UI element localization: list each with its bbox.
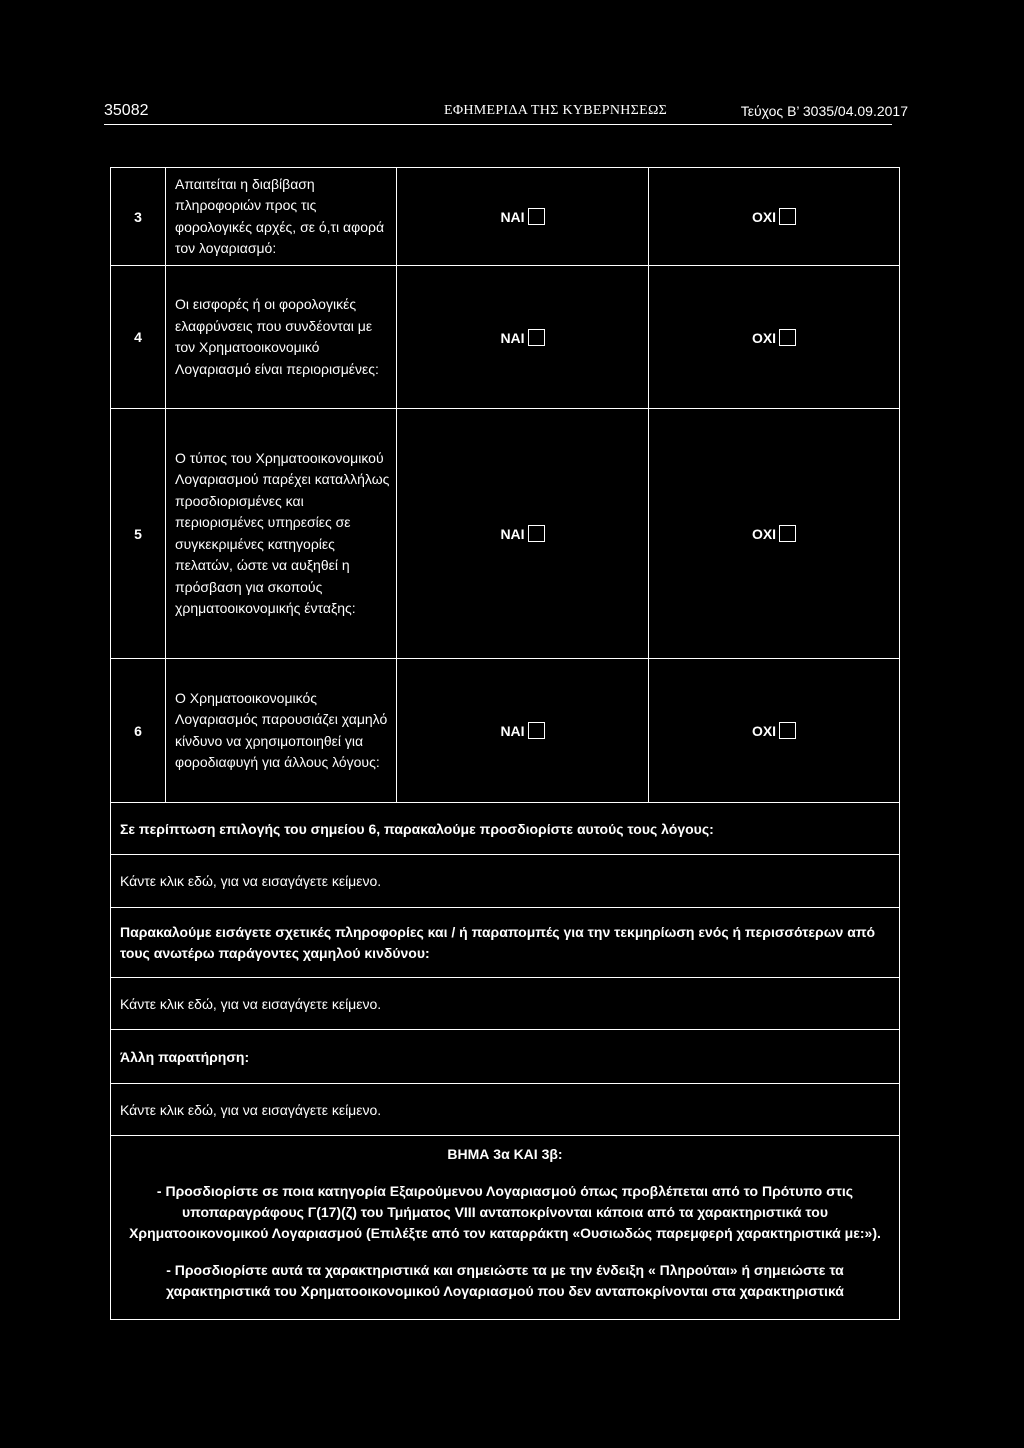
page-number: 35082 — [104, 102, 149, 119]
no-checkbox[interactable] — [779, 722, 796, 739]
yes-checkbox[interactable] — [528, 329, 545, 346]
question-row — [111, 659, 900, 803]
no-option[interactable] — [649, 266, 900, 409]
yes-label: ΝΑΙ — [500, 329, 525, 346]
form-table — [110, 167, 900, 1320]
other-remark-field[interactable]: Κάντε κλικ εδώ, για να εισαγάγετε κείμενο. — [111, 1084, 900, 1136]
yes-option[interactable] — [397, 409, 649, 659]
question-text: Ο τύπος του Χρηματοοικονομικού Λογαριασμού παρέχει καταλλήλως προσδιορισμένες και περιορισμένες υπηρεσίες σε συγκεκριμένες κατηγορίες πελατών, ώστε να αυξηθεί η πρόσβαση για σκοπούς χρηματοοικονομικής ένταξης: — [166, 409, 397, 659]
no-checkbox[interactable] — [779, 525, 796, 542]
info-text-field[interactable]: Κάντε κλικ εδώ, για να εισαγάγετε κείμενο. — [111, 978, 900, 1030]
row-number: 3 — [111, 168, 166, 266]
row-number: 6 — [111, 659, 166, 803]
no-checkbox[interactable] — [779, 329, 796, 346]
no-option[interactable] — [649, 409, 900, 659]
question-row — [111, 168, 900, 266]
other-remark-label: Άλλη παρατήρηση: — [111, 1030, 900, 1084]
step-instruction-1: - Προσδιορίστε σε ποια κατηγορία Εξαιρούμενου Λογαριασμού όπως προβλέπεται από το Πρότυπο στις υποπαραγράφους Γ(17)(ζ) του Τμήματος VIII ανταποκρίνονται κάποια από τα χαρακτηριστικά του Χρηματοοικονομικού Λογαριασμού (Επιλέξτε από τον καταρράκτη «Ουσιωδώς παρεμφερή χαρακτηριστικά με:»). — [129, 1183, 881, 1241]
question-text: Οι εισφορές ή οι φορολογικές ελαφρύνσεις που συνδέονται με τον Χρηματοοικονομικό Λογαριασμό είναι περιορισμένες: — [166, 266, 397, 409]
no-option[interactable] — [649, 659, 900, 803]
yes-label: ΝΑΙ — [500, 526, 525, 542]
no-label: ΟΧΙ — [751, 209, 777, 225]
question-text: Απαιτείται η διαβίβαση πληροφοριών προς τις φορολογικές αρχές, σε ό,τι αφορά τον λογαριασμό: — [166, 168, 397, 266]
no-label: ΟΧΙ — [751, 526, 777, 542]
yes-option[interactable] — [397, 266, 649, 409]
step-section — [111, 1136, 900, 1320]
step-instruction-2: - Προσδιορίστε αυτά τα χαρακτηριστικά και σημειώστε τα με την ένδειξη « Πληρούται» ή σημειώστε τα χαρακτηριστικά του Χρηματοοικονομικού Λογαριασμού που δεν ανταποκρίνονται στα χαρακτηριστικά — [166, 1262, 844, 1299]
yes-checkbox[interactable] — [528, 525, 545, 542]
no-label: ΟΧΙ — [751, 329, 777, 346]
reasons-label: Σε περίπτωση επιλογής του σημείου 6, παρακαλούμε προσδιορίστε αυτούς τους λόγους: — [111, 803, 900, 855]
no-option[interactable] — [649, 168, 900, 266]
yes-checkbox[interactable] — [528, 208, 545, 225]
row-number: 5 — [111, 409, 166, 659]
no-label: ΟΧΙ — [751, 723, 777, 739]
issue-info: Τεύχος Β’ 3035/04.09.2017 — [740, 103, 908, 119]
page-header — [104, 100, 908, 125]
no-checkbox[interactable] — [779, 208, 796, 225]
gazette-title: ΕΦΗΜΕΡΙΔΑ ΤΗΣ ΚΥΒΕΡΝΗΣΕΩΣ — [444, 103, 668, 118]
yes-label: ΝΑΙ — [500, 209, 525, 225]
yes-option[interactable] — [397, 168, 649, 266]
reasons-text-field[interactable]: Κάντε κλικ εδώ, για να εισαγάγετε κείμενο. — [111, 855, 900, 908]
row-number: 4 — [111, 266, 166, 409]
yes-option[interactable] — [397, 659, 649, 803]
question-row — [111, 266, 900, 409]
yes-label: ΝΑΙ — [500, 723, 525, 739]
question-row — [111, 409, 900, 659]
step-title: ΒΗΜΑ 3α ΚΑΙ 3β: — [447, 1146, 563, 1162]
info-label: Παρακαλούμε εισάγετε σχετικές πληροφορίες και / ή παραπομπές για την τεκμηρίωση ενός ή περισσότερων από τους ανωτέρω παράγοντες χαμηλού κινδύνου: — [111, 908, 900, 978]
yes-checkbox[interactable] — [528, 722, 545, 739]
question-text: Ο Χρηματοοικονομικός Λογαριασμός παρουσιάζει χαμηλό κίνδυνο να χρησιμοποιηθεί για φοροδιαφυγή για άλλους λόγους: — [166, 659, 397, 803]
